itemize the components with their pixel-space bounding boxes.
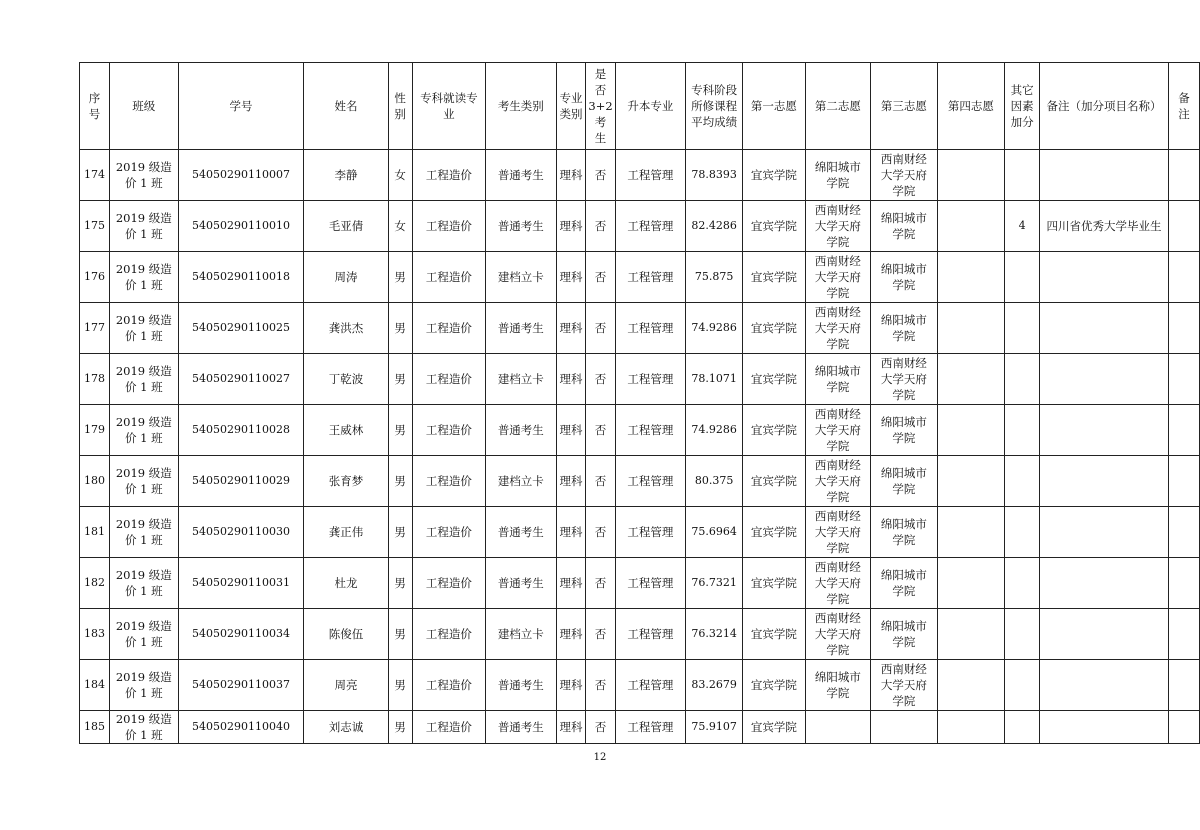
- cell-choice2: 西南财经 大学天府 学院: [805, 252, 871, 303]
- header-choice-3: 第三志愿: [871, 63, 938, 150]
- cell-target-major: 工程管理: [615, 507, 685, 558]
- cell-is-3plus2: 否: [586, 405, 615, 456]
- cell-bonus: [1005, 405, 1040, 456]
- cell-target-major: 工程管理: [615, 405, 685, 456]
- table-row: [80, 558, 1200, 609]
- table-row: [80, 354, 1200, 405]
- cell-choice1: 宜宾学院: [743, 660, 806, 711]
- cell-choice1: 宜宾学院: [743, 150, 806, 201]
- cell-bonus-note: [1039, 609, 1168, 660]
- header-gender: 性 别: [388, 63, 412, 150]
- cell-target-major: 工程管理: [615, 201, 685, 252]
- cell-choice2: [805, 711, 871, 744]
- cell-choice3: 绵阳城市 学院: [871, 609, 938, 660]
- header-target-major: 升本专业: [615, 63, 685, 150]
- cell-choice3: 绵阳城市 学院: [871, 252, 938, 303]
- cell-class: 2019 级造 价 1 班: [109, 558, 178, 609]
- table-row: [80, 456, 1200, 507]
- cell-candidate-type: 普通考生: [486, 405, 556, 456]
- cell-bonus-note: 四川省优秀大学毕业生: [1039, 201, 1168, 252]
- cell-gender: 男: [388, 558, 412, 609]
- cell-name: 李静: [304, 150, 388, 201]
- cell-bonus: [1005, 660, 1040, 711]
- cell-choice3: 绵阳城市 学院: [871, 456, 938, 507]
- cell-student-id: 54050290110025: [178, 303, 304, 354]
- cell-choice1: 宜宾学院: [743, 303, 806, 354]
- cell-bonus: [1005, 252, 1040, 303]
- cell-seq: 182: [80, 558, 110, 609]
- cell-choice1: 宜宾学院: [743, 354, 806, 405]
- cell-is-3plus2: 否: [586, 303, 615, 354]
- cell-avg-score: 82.4286: [686, 201, 743, 252]
- cell-gender: 男: [388, 303, 412, 354]
- cell-gender: 男: [388, 456, 412, 507]
- cell-bonus-note: [1039, 456, 1168, 507]
- cell-choice2: 绵阳城市 学院: [805, 660, 871, 711]
- header-name: 姓名: [304, 63, 388, 150]
- cell-college-major: 工程造价: [412, 456, 485, 507]
- cell-choice3: 绵阳城市 学院: [871, 405, 938, 456]
- cell-choice2: 西南财经 大学天府 学院: [805, 405, 871, 456]
- cell-remark: [1169, 609, 1200, 660]
- cell-choice2: 绵阳城市 学院: [805, 354, 871, 405]
- cell-college-major: 工程造价: [412, 252, 485, 303]
- cell-bonus: [1005, 507, 1040, 558]
- cell-bonus-note: [1039, 660, 1168, 711]
- cell-college-major: 工程造价: [412, 558, 485, 609]
- table-row: [80, 405, 1200, 456]
- cell-choice3: 绵阳城市 学院: [871, 507, 938, 558]
- header-bonus: 其它 因素 加分: [1005, 63, 1040, 150]
- cell-name: 刘志诚: [304, 711, 388, 744]
- cell-is-3plus2: 否: [586, 660, 615, 711]
- cell-remark: [1169, 405, 1200, 456]
- cell-choice4: [937, 660, 1005, 711]
- cell-choice3: 绵阳城市 学院: [871, 558, 938, 609]
- cell-is-3plus2: 否: [586, 558, 615, 609]
- cell-choice3: 绵阳城市 学院: [871, 303, 938, 354]
- cell-is-3plus2: 否: [586, 150, 615, 201]
- table-row: [80, 201, 1200, 252]
- cell-name: 毛亚倩: [304, 201, 388, 252]
- cell-candidate-type: 普通考生: [486, 660, 556, 711]
- cell-choice1: 宜宾学院: [743, 711, 806, 744]
- cell-class: 2019 级造 价 1 班: [109, 405, 178, 456]
- cell-candidate-type: 普通考生: [486, 201, 556, 252]
- cell-major-category: 理科: [556, 252, 586, 303]
- cell-bonus-note: [1039, 252, 1168, 303]
- cell-bonus-note: [1039, 711, 1168, 744]
- cell-class: 2019 级造 价 1 班: [109, 150, 178, 201]
- cell-candidate-type: 建档立卡: [486, 354, 556, 405]
- cell-remark: [1169, 558, 1200, 609]
- header-choice-1: 第一志愿: [743, 63, 806, 150]
- table-row: [80, 711, 1200, 744]
- header-is-3plus2: 是 否 3+2 考 生: [586, 63, 615, 150]
- cell-college-major: 工程造价: [412, 660, 485, 711]
- cell-choice2: 绵阳城市 学院: [805, 150, 871, 201]
- header-candidate-type: 考生类别: [486, 63, 556, 150]
- cell-choice1: 宜宾学院: [743, 609, 806, 660]
- cell-choice1: 宜宾学院: [743, 201, 806, 252]
- cell-college-major: 工程造价: [412, 507, 485, 558]
- page-number: 12: [593, 752, 607, 763]
- cell-name: 丁乾波: [304, 354, 388, 405]
- cell-choice3: 绵阳城市 学院: [871, 201, 938, 252]
- cell-choice4: [937, 303, 1005, 354]
- cell-name: 龚正伟: [304, 507, 388, 558]
- cell-bonus: [1005, 609, 1040, 660]
- header-avg-score: 专科阶段 所修课程 平均成绩: [686, 63, 743, 150]
- cell-college-major: 工程造价: [412, 609, 485, 660]
- cell-class: 2019 级造 价 1 班: [109, 456, 178, 507]
- cell-target-major: 工程管理: [615, 150, 685, 201]
- cell-bonus-note: [1039, 507, 1168, 558]
- cell-choice1: 宜宾学院: [743, 405, 806, 456]
- header-choice-2: 第二志愿: [805, 63, 871, 150]
- cell-candidate-type: 普通考生: [486, 558, 556, 609]
- cell-student-id: 54050290110029: [178, 456, 304, 507]
- cell-choice3: 西南财经 大学天府 学院: [871, 354, 938, 405]
- cell-candidate-type: 普通考生: [486, 303, 556, 354]
- cell-name: 张育梦: [304, 456, 388, 507]
- cell-bonus-note: [1039, 303, 1168, 354]
- cell-seq: 178: [80, 354, 110, 405]
- cell-avg-score: 74.9286: [686, 405, 743, 456]
- cell-is-3plus2: 否: [586, 252, 615, 303]
- cell-choice4: [937, 558, 1005, 609]
- cell-avg-score: 76.3214: [686, 609, 743, 660]
- cell-choice4: [937, 711, 1005, 744]
- cell-class: 2019 级造 价 1 班: [109, 303, 178, 354]
- cell-class: 2019 级造 价 1 班: [109, 609, 178, 660]
- cell-choice2: 西南财经 大学天府 学院: [805, 609, 871, 660]
- table-row: [80, 609, 1200, 660]
- cell-choice3: 西南财经 大学天府 学院: [871, 660, 938, 711]
- cell-remark: [1169, 660, 1200, 711]
- cell-target-major: 工程管理: [615, 252, 685, 303]
- cell-seq: 185: [80, 711, 110, 744]
- cell-major-category: 理科: [556, 711, 586, 744]
- cell-student-id: 54050290110028: [178, 405, 304, 456]
- cell-college-major: 工程造价: [412, 201, 485, 252]
- cell-is-3plus2: 否: [586, 354, 615, 405]
- cell-remark: [1169, 201, 1200, 252]
- cell-choice1: 宜宾学院: [743, 558, 806, 609]
- cell-choice4: [937, 456, 1005, 507]
- cell-seq: 177: [80, 303, 110, 354]
- cell-seq: 181: [80, 507, 110, 558]
- cell-avg-score: 76.7321: [686, 558, 743, 609]
- cell-major-category: 理科: [556, 405, 586, 456]
- cell-seq: 179: [80, 405, 110, 456]
- cell-avg-score: 78.1071: [686, 354, 743, 405]
- cell-choice2: 西南财经 大学天府 学院: [805, 201, 871, 252]
- cell-class: 2019 级造 价 1 班: [109, 711, 178, 744]
- cell-seq: 176: [80, 252, 110, 303]
- cell-bonus: [1005, 150, 1040, 201]
- cell-major-category: 理科: [556, 201, 586, 252]
- cell-major-category: 理科: [556, 150, 586, 201]
- cell-remark: [1169, 150, 1200, 201]
- admission-roster-table: [79, 62, 1200, 744]
- cell-candidate-type: 建档立卡: [486, 609, 556, 660]
- cell-avg-score: 74.9286: [686, 303, 743, 354]
- cell-avg-score: 80.375: [686, 456, 743, 507]
- cell-remark: [1169, 711, 1200, 744]
- header-remark: 备 注: [1169, 63, 1200, 150]
- cell-avg-score: 75.9107: [686, 711, 743, 744]
- cell-is-3plus2: 否: [586, 456, 615, 507]
- cell-choice4: [937, 609, 1005, 660]
- header-bonus-note: 备注（加分项目名称）: [1039, 63, 1168, 150]
- cell-choice1: 宜宾学院: [743, 456, 806, 507]
- cell-gender: 男: [388, 660, 412, 711]
- cell-choice1: 宜宾学院: [743, 507, 806, 558]
- cell-student-id: 54050290110030: [178, 507, 304, 558]
- cell-avg-score: 75.875: [686, 252, 743, 303]
- cell-major-category: 理科: [556, 456, 586, 507]
- cell-choice2: 西南财经 大学天府 学院: [805, 456, 871, 507]
- header-seq: 序 号: [80, 63, 110, 150]
- cell-target-major: 工程管理: [615, 660, 685, 711]
- cell-choice2: 西南财经 大学天府 学院: [805, 558, 871, 609]
- cell-college-major: 工程造价: [412, 150, 485, 201]
- cell-name: 杜龙: [304, 558, 388, 609]
- cell-target-major: 工程管理: [615, 609, 685, 660]
- cell-target-major: 工程管理: [615, 303, 685, 354]
- cell-major-category: 理科: [556, 303, 586, 354]
- cell-student-id: 54050290110034: [178, 609, 304, 660]
- header-student-id: 学号: [178, 63, 304, 150]
- cell-target-major: 工程管理: [615, 558, 685, 609]
- cell-target-major: 工程管理: [615, 711, 685, 744]
- cell-gender: 女: [388, 201, 412, 252]
- cell-class: 2019 级造 价 1 班: [109, 507, 178, 558]
- cell-major-category: 理科: [556, 609, 586, 660]
- cell-major-category: 理科: [556, 660, 586, 711]
- cell-remark: [1169, 456, 1200, 507]
- cell-candidate-type: 建档立卡: [486, 456, 556, 507]
- table-row: [80, 507, 1200, 558]
- cell-college-major: 工程造价: [412, 354, 485, 405]
- cell-choice3: 西南财经 大学天府 学院: [871, 150, 938, 201]
- cell-choice1: 宜宾学院: [743, 252, 806, 303]
- cell-remark: [1169, 252, 1200, 303]
- cell-choice4: [937, 405, 1005, 456]
- cell-avg-score: 83.2679: [686, 660, 743, 711]
- cell-gender: 男: [388, 354, 412, 405]
- cell-name: 龚洪杰: [304, 303, 388, 354]
- cell-seq: 175: [80, 201, 110, 252]
- header-class: 班级: [109, 63, 178, 150]
- cell-bonus: [1005, 303, 1040, 354]
- cell-seq: 184: [80, 660, 110, 711]
- cell-gender: 男: [388, 609, 412, 660]
- cell-is-3plus2: 否: [586, 609, 615, 660]
- cell-student-id: 54050290110007: [178, 150, 304, 201]
- table-row: [80, 303, 1200, 354]
- cell-student-id: 54050290110031: [178, 558, 304, 609]
- cell-college-major: 工程造价: [412, 711, 485, 744]
- cell-bonus: 4: [1005, 201, 1040, 252]
- cell-name: 王威林: [304, 405, 388, 456]
- cell-class: 2019 级造 价 1 班: [109, 252, 178, 303]
- cell-name: 周亮: [304, 660, 388, 711]
- table-row: [80, 660, 1200, 711]
- cell-seq: 174: [80, 150, 110, 201]
- cell-bonus: [1005, 711, 1040, 744]
- cell-choice4: [937, 252, 1005, 303]
- cell-gender: 女: [388, 150, 412, 201]
- cell-bonus-note: [1039, 150, 1168, 201]
- cell-major-category: 理科: [556, 558, 586, 609]
- cell-name: 周涛: [304, 252, 388, 303]
- cell-candidate-type: 建档立卡: [486, 252, 556, 303]
- cell-gender: 男: [388, 507, 412, 558]
- cell-remark: [1169, 303, 1200, 354]
- cell-choice2: 西南财经 大学天府 学院: [805, 507, 871, 558]
- cell-is-3plus2: 否: [586, 201, 615, 252]
- cell-name: 陈俊伍: [304, 609, 388, 660]
- cell-choice2: 西南财经 大学天府 学院: [805, 303, 871, 354]
- cell-target-major: 工程管理: [615, 456, 685, 507]
- cell-candidate-type: 普通考生: [486, 150, 556, 201]
- table-header-row: [80, 63, 1200, 150]
- cell-college-major: 工程造价: [412, 303, 485, 354]
- cell-remark: [1169, 507, 1200, 558]
- cell-avg-score: 75.6964: [686, 507, 743, 558]
- cell-student-id: 54050290110010: [178, 201, 304, 252]
- cell-student-id: 54050290110037: [178, 660, 304, 711]
- cell-candidate-type: 普通考生: [486, 711, 556, 744]
- cell-remark: [1169, 354, 1200, 405]
- cell-class: 2019 级造 价 1 班: [109, 354, 178, 405]
- header-choice-4: 第四志愿: [937, 63, 1005, 150]
- cell-choice4: [937, 150, 1005, 201]
- cell-student-id: 54050290110040: [178, 711, 304, 744]
- cell-bonus: [1005, 558, 1040, 609]
- cell-gender: 男: [388, 252, 412, 303]
- cell-is-3plus2: 否: [586, 507, 615, 558]
- cell-gender: 男: [388, 405, 412, 456]
- cell-class: 2019 级造 价 1 班: [109, 660, 178, 711]
- cell-target-major: 工程管理: [615, 354, 685, 405]
- cell-bonus-note: [1039, 558, 1168, 609]
- cell-choice4: [937, 201, 1005, 252]
- cell-major-category: 理科: [556, 507, 586, 558]
- cell-seq: 180: [80, 456, 110, 507]
- cell-major-category: 理科: [556, 354, 586, 405]
- cell-class: 2019 级造 价 1 班: [109, 201, 178, 252]
- cell-choice4: [937, 354, 1005, 405]
- cell-gender: 男: [388, 711, 412, 744]
- cell-is-3plus2: 否: [586, 711, 615, 744]
- header-college-major: 专科就读专业: [412, 63, 485, 150]
- table-row: [80, 252, 1200, 303]
- cell-bonus: [1005, 354, 1040, 405]
- table-row: [80, 150, 1200, 201]
- cell-bonus: [1005, 456, 1040, 507]
- cell-bonus-note: [1039, 354, 1168, 405]
- cell-college-major: 工程造价: [412, 405, 485, 456]
- cell-seq: 183: [80, 609, 110, 660]
- cell-candidate-type: 普通考生: [486, 507, 556, 558]
- cell-bonus-note: [1039, 405, 1168, 456]
- cell-student-id: 54050290110018: [178, 252, 304, 303]
- cell-avg-score: 78.8393: [686, 150, 743, 201]
- cell-student-id: 54050290110027: [178, 354, 304, 405]
- header-major-category: 专业 类别: [556, 63, 586, 150]
- cell-choice3: [871, 711, 938, 744]
- cell-choice4: [937, 507, 1005, 558]
